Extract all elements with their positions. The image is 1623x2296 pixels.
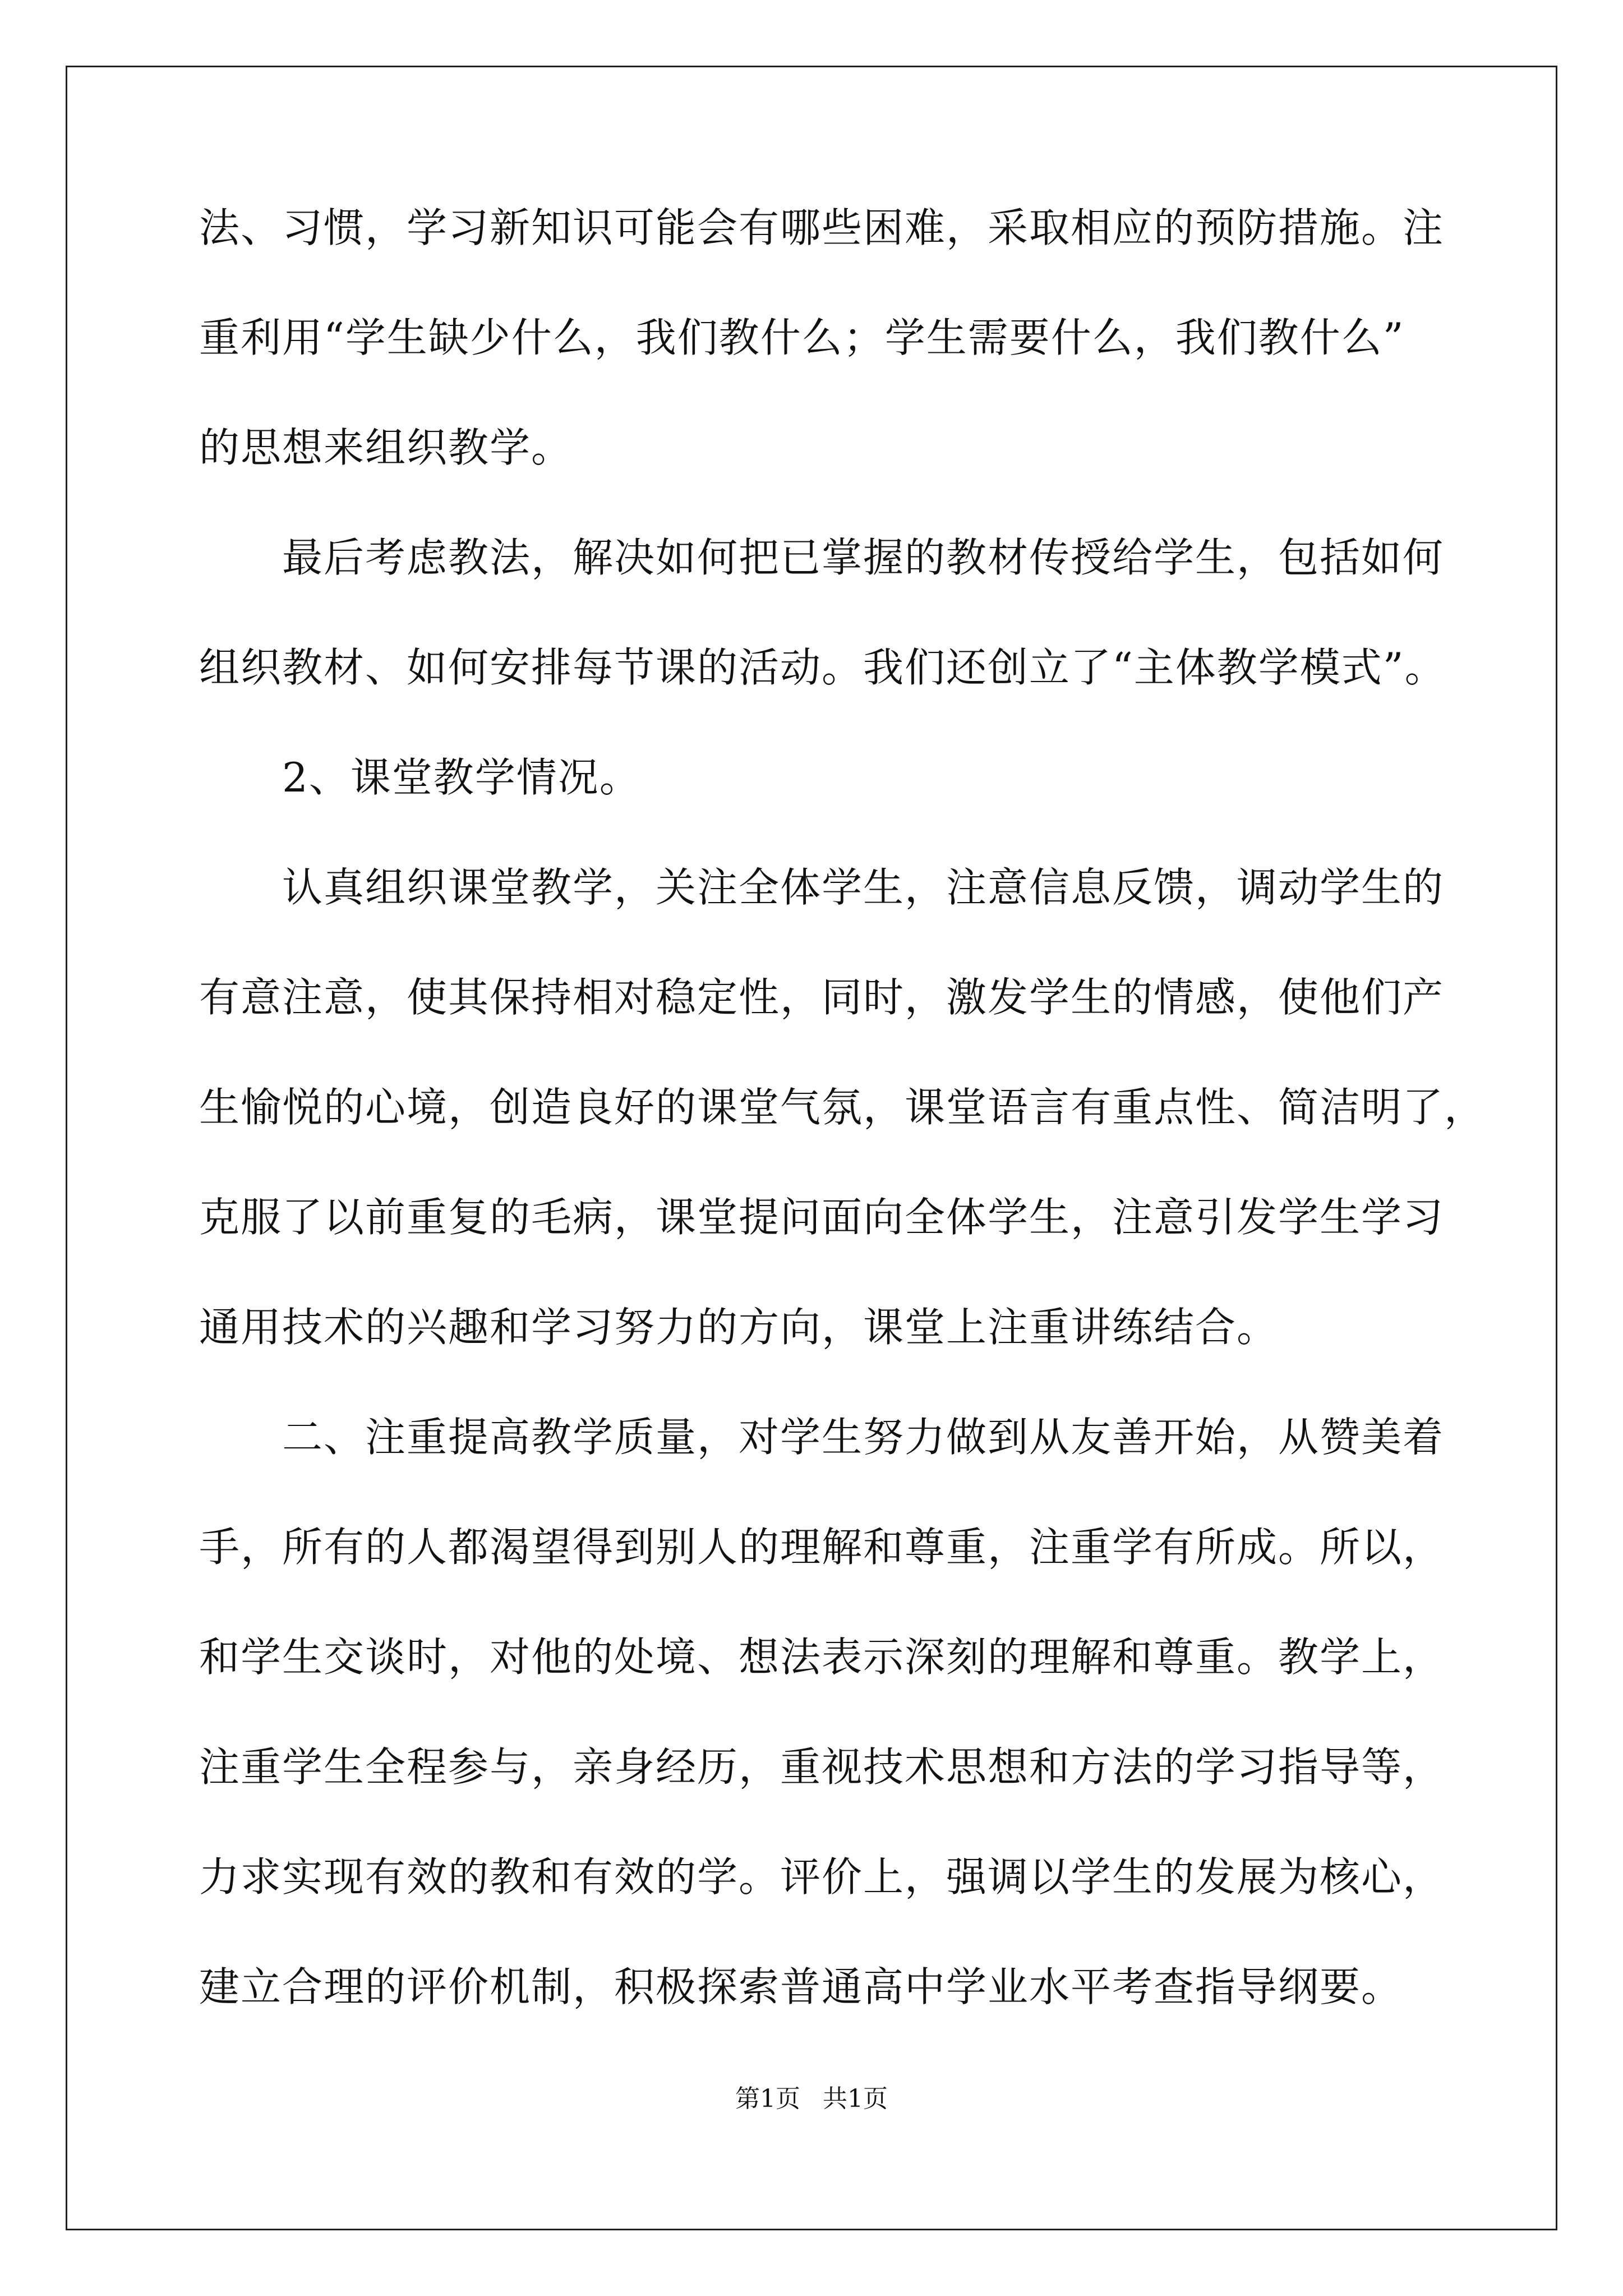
text-line: 最后考虑教法，解决如何把已掌握的教材传授给学生，包括如何 (199, 534, 1445, 581)
text-line: 克服了以前重复的毛病，课堂提问面向全体学生，注意引发学生学习 (199, 1194, 1445, 1241)
text-line: 力求实现有效的教和有效的学。评价上，强调以学生的发展为核心， (199, 1853, 1445, 1901)
text-line: 二、注重提高教学质量，对学生努力做到从友善开始，从赞美着 (199, 1414, 1445, 1461)
section-heading: 2、课堂教学情况。 (199, 754, 641, 801)
text-line: 通用技术的兴趣和学习努力的方向，课堂上注重讲练结合。 (199, 1304, 1279, 1351)
text-line: 重利用“学生缺少什么，我们教什么；学生需要什么，我们教什么” (199, 314, 1405, 361)
text-line: 法、习惯，学习新知识可能会有哪些困难，采取相应的预防措施。注 (199, 204, 1445, 251)
text-line: 有意注意，使其保持相对稳定性，同时，激发学生的情感，使他们产 (199, 974, 1445, 1021)
text-line: 和学生交谈时，对他的处境、想法表示深刻的理解和尊重。教学上， (199, 1634, 1445, 1681)
text-line: 手，所有的人都渴望得到别人的理解和尊重，注重学有所成。所以， (199, 1524, 1445, 1571)
text-line: 的思想来组织教学。 (199, 424, 573, 471)
page-footer (0, 2087, 1623, 2111)
page-total: 共1页 (823, 2085, 888, 2113)
text-line: 注重学生全程参与，亲身经历，重视技术思想和方法的学习指导等， (199, 1743, 1445, 1791)
text-line: 认真组织课堂教学，关注全体学生，注意信息反馈，调动学生的 (199, 864, 1445, 911)
page-border (66, 66, 1557, 2230)
text-line: 建立合理的评价机制，积极探索普通高中学业水平考查指导纲要。 (199, 1963, 1403, 2010)
text-line: 组织教材、如何安排每节课的活动。我们还创立了“主体教学模式”。 (199, 644, 1446, 691)
page-number: 第1页 (735, 2085, 800, 2113)
text-line: 生愉悦的心境，创造良好的课堂气氛，课堂语言有重点性、简洁明了， (199, 1084, 1486, 1131)
